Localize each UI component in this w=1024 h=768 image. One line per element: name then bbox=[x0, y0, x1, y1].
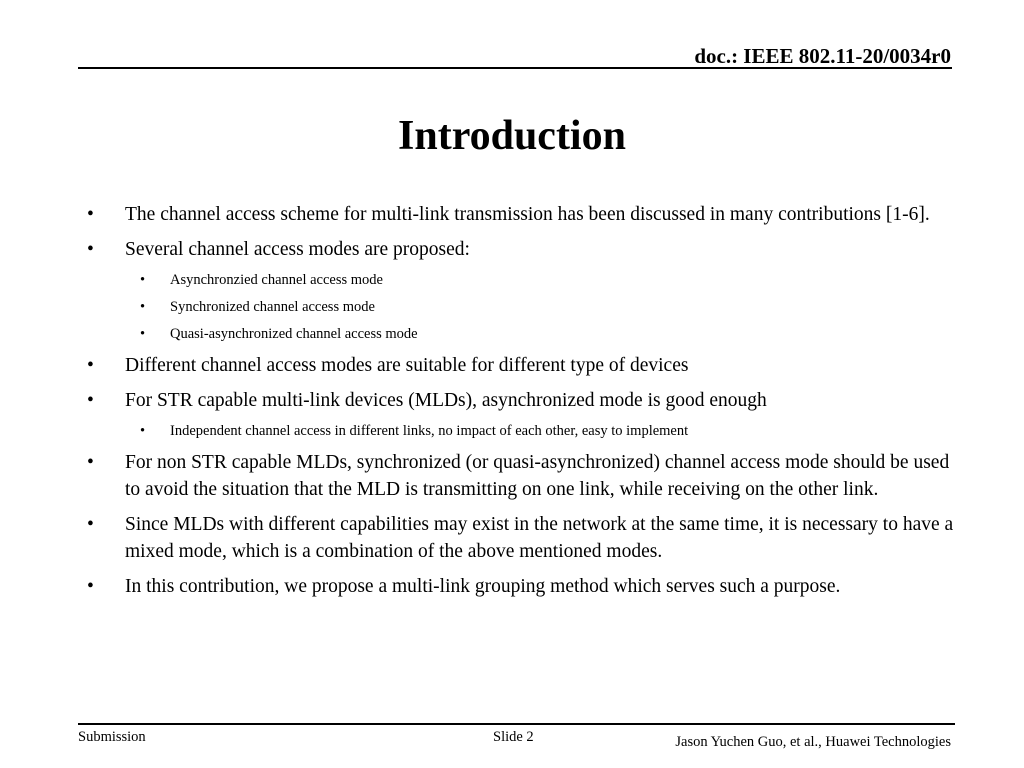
bullet-item bbox=[84, 573, 954, 600]
bullet-text: Since MLDs with different capabilities may exist in the network at the same time, it is necessary to have a mixed mode, which is a combination of the above mentioned modes. bbox=[125, 514, 954, 562]
bullet-glyph: • bbox=[87, 452, 94, 473]
slide-title: Introduction bbox=[398, 113, 626, 159]
bullet-text: Different channel access modes are suitable for different type of devices bbox=[125, 355, 689, 376]
header-rule bbox=[78, 67, 952, 69]
doc-reference: doc.: IEEE 802.11-20/0034r0 bbox=[694, 44, 951, 68]
bullet-glyph: • bbox=[87, 514, 94, 535]
bullet-glyph: • bbox=[140, 423, 146, 439]
bullet-text: The channel access scheme for multi-link transmission has been discussed in many contributions [1-6]. bbox=[125, 204, 930, 225]
bullet-list bbox=[84, 201, 954, 608]
bullet-glyph: • bbox=[87, 576, 94, 597]
sub-bullet-text: Asynchronzied channel access mode bbox=[170, 272, 383, 288]
slide-number: Slide 2 bbox=[493, 729, 534, 745]
bullet-glyph: • bbox=[87, 390, 94, 411]
sub-bullet-text: Synchronized channel access mode bbox=[170, 299, 375, 315]
footer-authors: Jason Yuchen Guo, et al., Huawei Technologies bbox=[675, 734, 951, 750]
bullet-glyph: • bbox=[87, 239, 94, 260]
bullet-glyph: • bbox=[140, 299, 146, 315]
sub-bullet-item bbox=[84, 422, 954, 441]
bullet-item bbox=[84, 201, 954, 228]
sub-bullet-item bbox=[84, 298, 954, 317]
bullet-glyph: • bbox=[140, 272, 146, 288]
bullet-text: For non STR capable MLDs, synchronized (or quasi-asynchronized) channel access mode should be used to avoid the situation that the MLD is transmitting on one link, while receiving on the other link. bbox=[125, 452, 950, 500]
bullet-item bbox=[84, 511, 954, 565]
bullet-text: In this contribution, we propose a multi-link grouping method which serves such a purpose. bbox=[125, 576, 841, 597]
bullet-item bbox=[84, 236, 954, 263]
bullet-glyph: • bbox=[87, 355, 94, 376]
bullet-glyph: • bbox=[140, 326, 146, 342]
footer-rule bbox=[78, 723, 955, 725]
bullet-item bbox=[84, 352, 954, 379]
bullet-text: For STR capable multi-link devices (MLDs), asynchronized mode is good enough bbox=[125, 390, 767, 411]
sub-bullet-item bbox=[84, 325, 954, 344]
bullet-item bbox=[84, 449, 954, 503]
sub-bullet-text: Quasi-asynchronized channel access mode bbox=[170, 326, 418, 342]
sub-bullet-text: Independent channel access in different links, no impact of each other, easy to implement bbox=[170, 423, 689, 439]
bullet-glyph: • bbox=[87, 204, 94, 225]
footer-submission: Submission bbox=[78, 729, 146, 745]
bullet-item bbox=[84, 387, 954, 414]
bullet-text: Several channel access modes are proposed: bbox=[125, 239, 470, 260]
sub-bullet-item bbox=[84, 271, 954, 290]
